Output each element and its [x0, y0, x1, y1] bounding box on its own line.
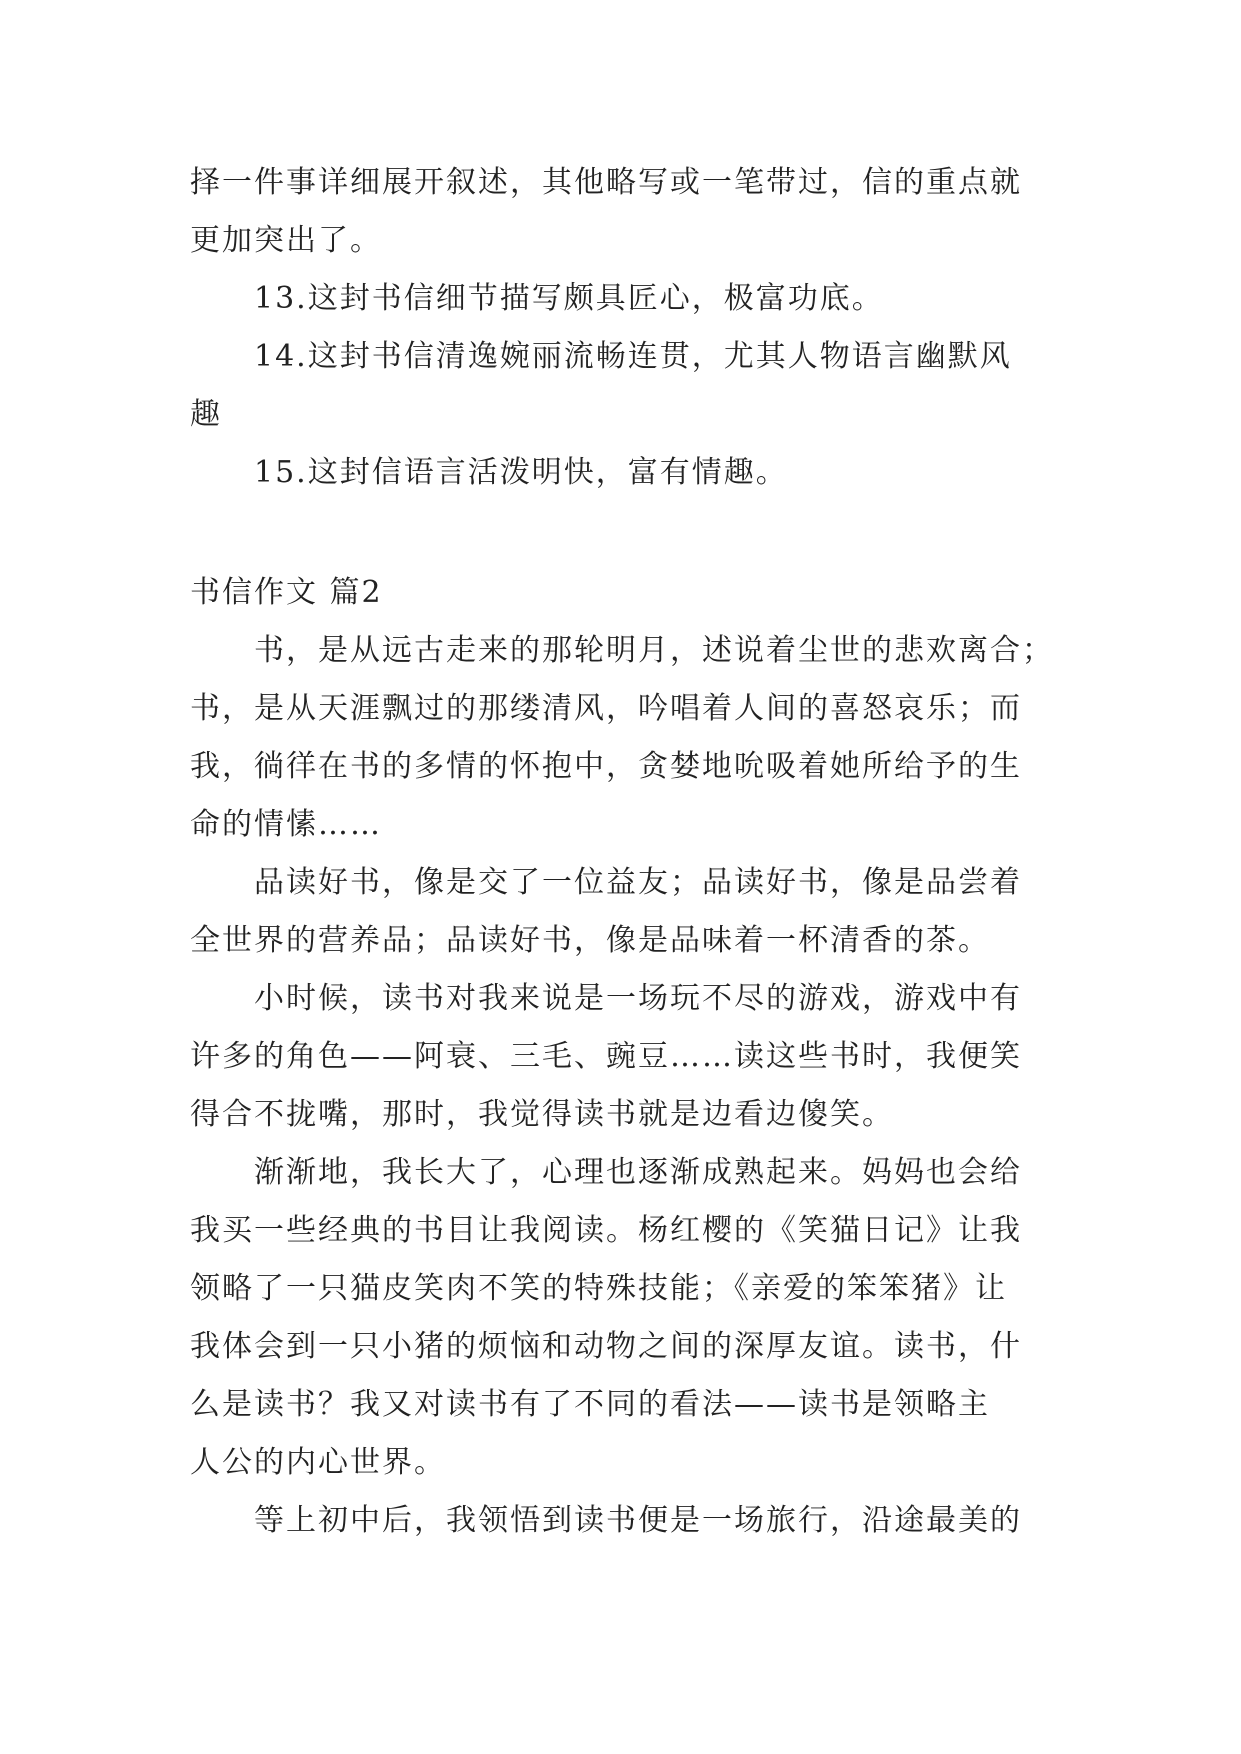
paragraph-line: 小时候，读书对我来说是一场玩不尽的游戏，游戏中有 — [254, 981, 1022, 1016]
paragraph-line: 么是读书？我又对读书有了不同的看法——读书是领略主 — [190, 1387, 990, 1422]
paragraph-line: 渐渐地，我长大了，心理也逐渐成熟起来。妈妈也会给 — [254, 1155, 1022, 1190]
paragraph-line: 许多的角色——阿衰、三毛、豌豆……读这些书时，我便笑 — [190, 1039, 1022, 1074]
paragraph-line: 书，是从远古走来的那轮明月，述说着尘世的悲欢离合； — [254, 633, 1054, 668]
list-item-15: 15.这封信语言活泼明快，富有情趣。 — [254, 455, 788, 490]
paragraph-line: 领略了一只猫皮笑肉不笑的特殊技能；《亲爱的笨笨猪》让 — [190, 1271, 1007, 1306]
paragraph-line: 得合不拢嘴，那时，我觉得读书就是边看边傻笑。 — [190, 1097, 894, 1132]
paragraph-line: 命的情愫…… — [190, 807, 382, 842]
text-line: 更加突出了。 — [190, 223, 382, 258]
paragraph-line: 书，是从天涯飘过的那缕清风，吟唱着人间的喜怒哀乐；而 — [190, 691, 1022, 726]
paragraph-line: 我，徜徉在书的多情的怀抱中，贪婪地吮吸着她所给予的生 — [190, 749, 1022, 784]
paragraph-line: 等上初中后，我领悟到读书便是一场旅行，沿途最美的 — [254, 1503, 1022, 1538]
document-body — [190, 154, 1054, 1550]
text-line: 趣 — [190, 397, 222, 432]
paragraph-line: 全世界的营养品；品读好书，像是品味着一杯清香的茶。 — [190, 923, 990, 958]
list-item-14: 14.这封书信清逸婉丽流畅连贯，尤其人物语言幽默风 — [254, 339, 1012, 374]
paragraph-line: 人公的内心世界。 — [190, 1445, 446, 1480]
paragraph-line: 品读好书，像是交了一位益友；品读好书，像是品尝着 — [254, 865, 1022, 900]
section-heading: 书信作文 篇2 — [190, 575, 383, 610]
text-line: 择一件事详细展开叙述，其他略写或一笔带过，信的重点就 — [190, 165, 1022, 200]
list-item-13: 13.这封书信细节描写颇具匠心，极富功底。 — [254, 281, 884, 316]
paragraph-line: 我买一些经典的书目让我阅读。杨红樱的《笑猫日记》让我 — [190, 1213, 1022, 1248]
section-gap — [190, 502, 1050, 564]
paragraph-line: 我体会到一只小猪的烦恼和动物之间的深厚友谊。读书，什 — [190, 1329, 1022, 1364]
